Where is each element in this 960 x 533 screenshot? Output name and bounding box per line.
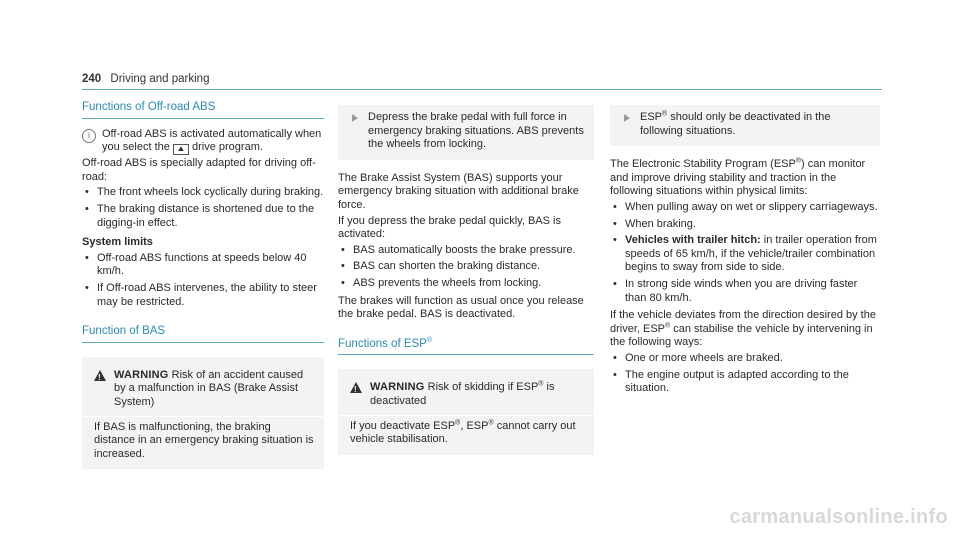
list-item: • When pulling away on wet or slippery carriageways.	[610, 201, 880, 215]
bas-paragraph-3: The brakes will function as usual once you release the brake pedal. BAS is deactivated.	[338, 294, 584, 321]
instruction-step: ESP® should only be deactivated in the following situations.	[610, 105, 880, 146]
note-text: Off-road ABS is activated automatically when you select the	[102, 127, 322, 154]
watermark: carmanualsonline.info	[729, 506, 948, 528]
step-text: Depress the brake pedal with full force in emergency braking situations. ABS prevents the wheels from locking.	[368, 111, 584, 151]
page-number: 240	[82, 73, 102, 85]
instruction-step	[338, 105, 594, 160]
info-note	[82, 128, 324, 156]
system-limits-heading: System limits	[82, 236, 153, 249]
section-title-esp: Functions of ESP®	[338, 338, 594, 356]
warning-divider	[82, 416, 324, 417]
list-item: • The braking distance is shortened due to the digging-in effect.	[82, 203, 324, 230]
bas-bullets	[338, 244, 594, 291]
column-2	[338, 101, 594, 455]
warning-label: WARNING	[370, 381, 425, 394]
page-header	[82, 73, 209, 85]
warning-divider	[338, 415, 594, 416]
limits-bullets	[82, 252, 324, 309]
warning-box-bas	[82, 357, 324, 470]
intro-text: Off-road ABS is specially adapted for driving off-road:	[82, 157, 316, 183]
warning-label: WARNING	[114, 368, 169, 381]
warning-box-esp: ! WARNING Risk of skidding if ESP® is deactivated If you deactivate ESP®, ESP® cannot carry out vehicle stabilisation.	[338, 369, 594, 454]
list-item: • The front wheels lock cyclically during braking.	[82, 186, 324, 200]
info-icon: i	[82, 129, 96, 143]
list-item: • In strong side winds when you are driving faster than 80 km/h.	[610, 278, 880, 305]
warning-triangle-icon	[94, 370, 106, 381]
warning-triangle-icon	[350, 382, 362, 393]
list-item: • If Off-road ABS intervenes, the ability to steer may be restricted.	[82, 282, 324, 309]
list-item: • One or more wheels are braked.	[610, 352, 880, 366]
esp-paragraph-2: If the vehicle deviates from the direction desired by the driver, ESP® can stabilise the vehicle by intervening in the following ways:	[610, 309, 876, 349]
bas-paragraph-2: If you depress the brake pedal quickly, BAS is activated:	[338, 214, 561, 241]
step-arrow-icon	[352, 114, 358, 122]
list-item: • Vehicles with trailer hitch: in trailer operation from speeds of 65 km/h, if the vehicle/trailer combination begins to sway from side to side.	[610, 234, 880, 275]
list-item: • The engine output is adapted according to the situation.	[610, 369, 880, 396]
warning-text: Risk of an accident caused by a malfunction in BAS (Brake Assist System)	[114, 368, 304, 408]
list-item: • BAS can shorten the braking distance.	[338, 260, 594, 274]
column-1	[82, 101, 324, 469]
esp-bullets-2	[610, 352, 880, 396]
column-3	[610, 101, 880, 400]
esp-paragraph-1: The Electronic Stability Program (ESP®) can monitor and improve driving stability and traction in the following situations within physical limits:	[610, 157, 866, 198]
section-title-bas: Function of BAS	[82, 325, 324, 343]
offroad-drive-program-icon: ⛰	[173, 144, 189, 155]
warning-body: If BAS is malfunctioning, the braking distance in an emergency braking situation is increased.	[94, 420, 314, 460]
list-item: • When braking.	[610, 218, 880, 232]
header-divider	[82, 89, 882, 90]
list-item: • ABS prevents the wheels from locking.	[338, 277, 594, 291]
esp-bullets	[610, 201, 880, 305]
warning-body: If you deactivate ESP®, ESP® cannot carry out vehicle stabilisation.	[350, 418, 576, 446]
bas-paragraph-1: The Brake Assist System (BAS) supports your emergency braking situation with additional brake force.	[338, 171, 579, 211]
section-name: Driving and parking	[110, 73, 210, 85]
offroad-bullets	[82, 186, 324, 230]
section-title-offroad-abs: Functions of Off-road ABS	[82, 101, 324, 119]
list-item: • Off-road ABS functions at speeds below 40 km/h.	[82, 252, 324, 279]
note-text-end: drive program.	[192, 141, 263, 154]
step-arrow-icon	[624, 114, 630, 122]
list-item: • BAS automatically boosts the brake pressure.	[338, 244, 594, 258]
